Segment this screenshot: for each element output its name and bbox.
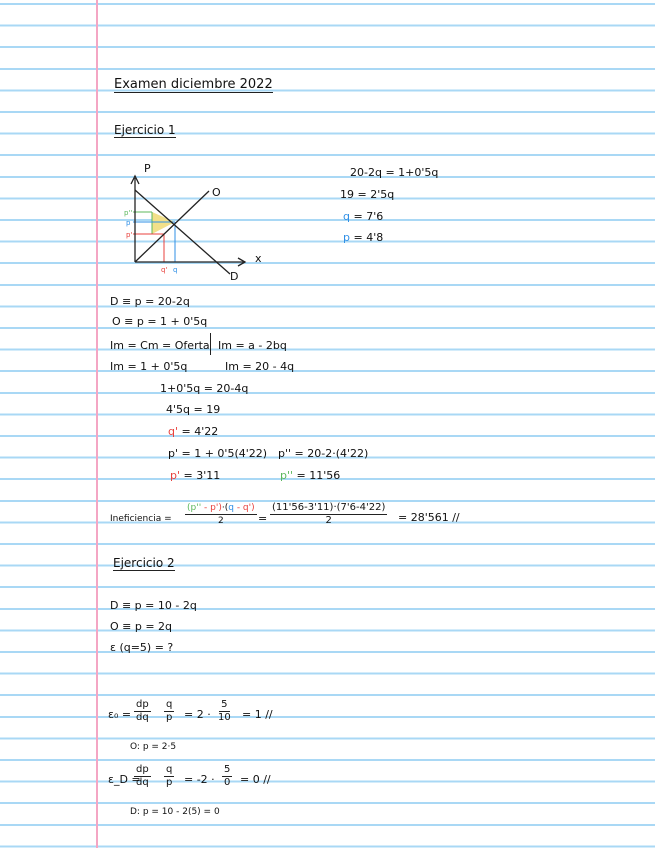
demand-label: D [230, 270, 239, 283]
im-cm-eq: Im = Cm = Oferta [110, 339, 210, 352]
supply-eq-2: O ≡ p = 2q [110, 620, 173, 633]
q-p-fraction [164, 764, 174, 789]
numerator: dp [136, 699, 149, 710]
denominator: 0 [224, 777, 231, 788]
im-demand-eq: Im = 20 - 4q [225, 360, 295, 373]
exercise-1-heading: Ejercicio 1 [114, 123, 176, 137]
q-tick: q [173, 266, 178, 274]
denominator: 2 [325, 515, 332, 526]
p1-term: - p') [201, 503, 222, 513]
inefficiency-substituted [270, 502, 387, 527]
p-value: = 4'8 [353, 231, 384, 244]
equals: = [258, 512, 268, 525]
p2-eq: p'' = 20-2·(4'22) [278, 447, 369, 460]
q-p-fraction [164, 699, 174, 724]
denominator: 10 [218, 712, 231, 723]
p1-symbol: p' [170, 469, 181, 482]
inefficiency-formula [185, 502, 257, 527]
demand-eq: D ≡ p = 20-2q [110, 295, 190, 308]
elasticity-demand-label: ε_D = [108, 773, 141, 786]
p2-tick: p'' [124, 209, 133, 217]
page-title: Examen diciembre 2022 [114, 77, 273, 92]
denominator: dq [136, 777, 149, 788]
supply-curve [135, 191, 209, 262]
numerator: 5 [221, 699, 228, 710]
elasticity-supply-mid: = 2 · [184, 708, 211, 721]
numerator: q [166, 699, 173, 710]
denominator: p [166, 712, 173, 723]
value-fraction [218, 699, 231, 724]
times: ·( [221, 503, 229, 513]
denominator: p [166, 777, 173, 788]
equilibrium-eq-2: 19 = 2'5q [340, 188, 395, 201]
elasticity-question: ε (q=5) = ? [110, 641, 174, 654]
p2-symbol: p'' [280, 469, 294, 482]
equilibrium-eq-1: 20-2q = 1+0'5q [350, 166, 439, 179]
q-term: q [228, 503, 234, 513]
demand-price-note: D: p = 10 - 2(5) = 0 [130, 807, 220, 817]
p1-eq: p' = 1 + 0'5(4'22) [168, 447, 268, 460]
elasticity-demand-result: = 0 // [240, 773, 271, 786]
elasticity-supply-result: = 1 // [242, 708, 273, 721]
inefficiency-label: Ineficiencia = [110, 514, 172, 524]
p2-value: = 11'56 [296, 469, 341, 482]
axis-label-x: x [255, 252, 262, 265]
inefficiency-result: = 28'561 // [398, 511, 460, 524]
step-eq-2: 4'5q = 19 [166, 403, 221, 416]
q1-term: - q') [233, 503, 255, 513]
p-symbol: p [343, 231, 350, 244]
divider [210, 333, 211, 355]
supply-label: O [212, 186, 221, 199]
p1-value: = 3'11 [183, 469, 221, 482]
elasticity-supply-label: ε₀ = [108, 708, 132, 721]
q1-tick: q' [161, 266, 168, 274]
q1-symbol: q' [168, 425, 179, 438]
numerator: dp [136, 764, 149, 775]
p2-term: (p'' [187, 503, 202, 513]
denominator: dq [136, 712, 149, 723]
p1-tick: p' [126, 231, 133, 239]
im-supply-eq: Im = 1 + 0'5q [110, 360, 188, 373]
q-symbol: q [343, 210, 350, 223]
supply-eq: O ≡ p = 1 + 0'5q [112, 315, 208, 328]
numerator: q [166, 764, 173, 775]
denominator: 2 [217, 516, 224, 526]
numerator: 5 [224, 764, 231, 775]
p-tick: p [126, 219, 131, 227]
demand-eq-2: D ≡ p = 10 - 2q [110, 599, 197, 612]
value-fraction [222, 764, 232, 789]
exercise-2-heading: Ejercicio 2 [113, 556, 175, 570]
numerator: (11'56-3'11)·(7'6-4'22) [272, 502, 386, 513]
dp-dq-fraction [134, 764, 151, 789]
step-eq-1: 1+0'5q = 20-4q [160, 382, 249, 395]
elasticity-demand-mid: = -2 · [184, 773, 215, 786]
q1-value: = 4'22 [181, 425, 219, 438]
dp-dq-fraction [134, 699, 151, 724]
q-value: = 7'6 [353, 210, 384, 223]
im-general-eq: Im = a - 2bq [218, 339, 287, 352]
axis-label-p: P [144, 162, 151, 175]
supply-price-note: O: p = 2·5 [130, 742, 177, 752]
